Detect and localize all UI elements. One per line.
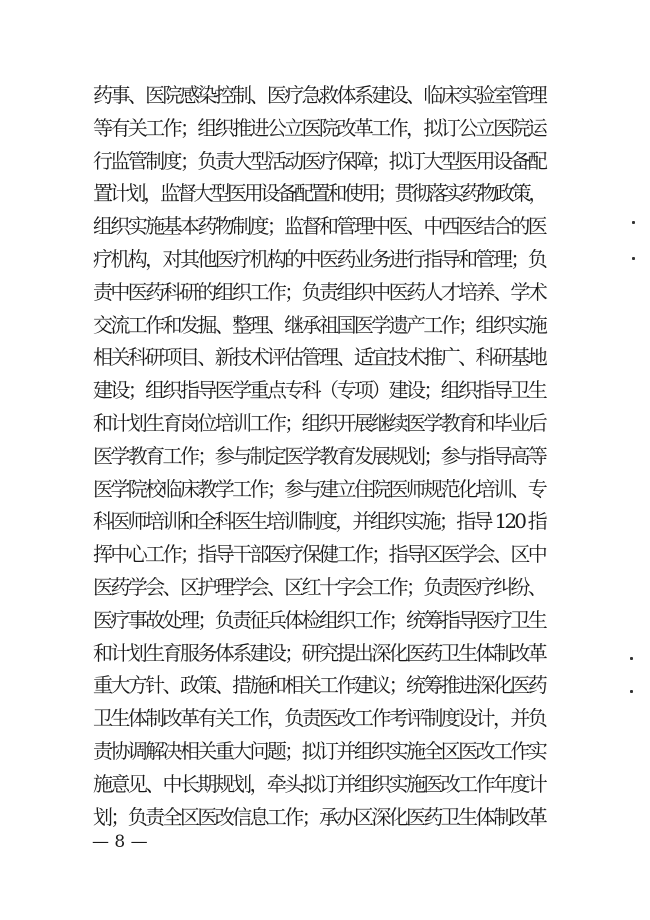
text-line: 药事、医院感染控制、医疗急救体系建设、临床实验室管理 (93, 83, 545, 107)
text-line: 医疗事故处理；负责征兵体检组织工作；统筹指导医疗卫生 (93, 607, 545, 632)
text-line: 挥中心工作；指导干部医疗保健工作；指导区医学会、区中 (93, 542, 545, 567)
text-line: 和计划生育岗位培训工作；组织开展继续医学教育和毕业后 (93, 410, 545, 435)
text-line: 和计划生育服务体系建设；研究提出深化医药卫生体制改革 (93, 640, 545, 665)
text-line: 疗机构，对其他医疗机构的中医药业务进行指导和管理；负 (93, 246, 545, 271)
text-line: 责中医药科研的组织工作；负责组织中医药人才培养、学术 (93, 279, 545, 304)
text-line: 医药学会、区护理学会、区红十字会工作；负责医疗纠纷、 (93, 574, 545, 599)
scan-artifact-dot (630, 690, 633, 693)
text-line: 交流工作和发掘、整理、继承祖国医学遗产工作；组织实施 (93, 312, 545, 337)
scan-artifact-dot (632, 257, 635, 260)
text-line: 重大方针、政策、措施和相关工作建议；统筹推进深化医药 (93, 673, 545, 698)
text-line: 施意见、中长期规划，牵头拟订并组织实施医改工作年度计 (93, 771, 545, 796)
text-line: 医学教育工作；参与制定医学教育发展规划；参与指导高等 (93, 443, 545, 468)
text-line: 建设；组织指导医学重点专科（专项）建设；组织指导卫生 (93, 378, 545, 403)
page-number: — 8 — (92, 832, 148, 852)
text-line: 组织实施基本药物制度；监督和管理中医、中西医结合的医 (93, 214, 545, 239)
text-line: 责协调解决相关重大问题；拟订并组织实施全区医改工作实 (93, 738, 545, 763)
document-body (93, 79, 545, 833)
text-line: 行监管制度；负责大型活动医疗保障；拟订大型医用设备配 (93, 148, 545, 173)
text-line: 科医师培训和全科医生培训制度，并组织实施；指导 120 指 (93, 509, 545, 534)
scan-artifact-dot (632, 221, 635, 224)
text-line: 相关科研项目、新技术评估管理、适宜技术推广、科研基地 (93, 345, 545, 370)
text-line: 划；负责全区医改信息工作；承办区深化医药卫生体制改革 (93, 804, 545, 829)
text-line: 等有关工作；组织推进公立医院改革工作，拟订公立医院运 (93, 115, 545, 140)
text-line: 置计划，监督大型医用设备配置和使用；贯彻落实药物政策， (93, 181, 545, 206)
text-line: 医学院校临床教学工作；参与建立住院医师规范化培训、专 (93, 476, 545, 501)
text-line: 卫生体制改革有关工作，负责医改工作考评制度设计，并负 (93, 706, 545, 731)
scan-artifact-dot (630, 657, 633, 660)
